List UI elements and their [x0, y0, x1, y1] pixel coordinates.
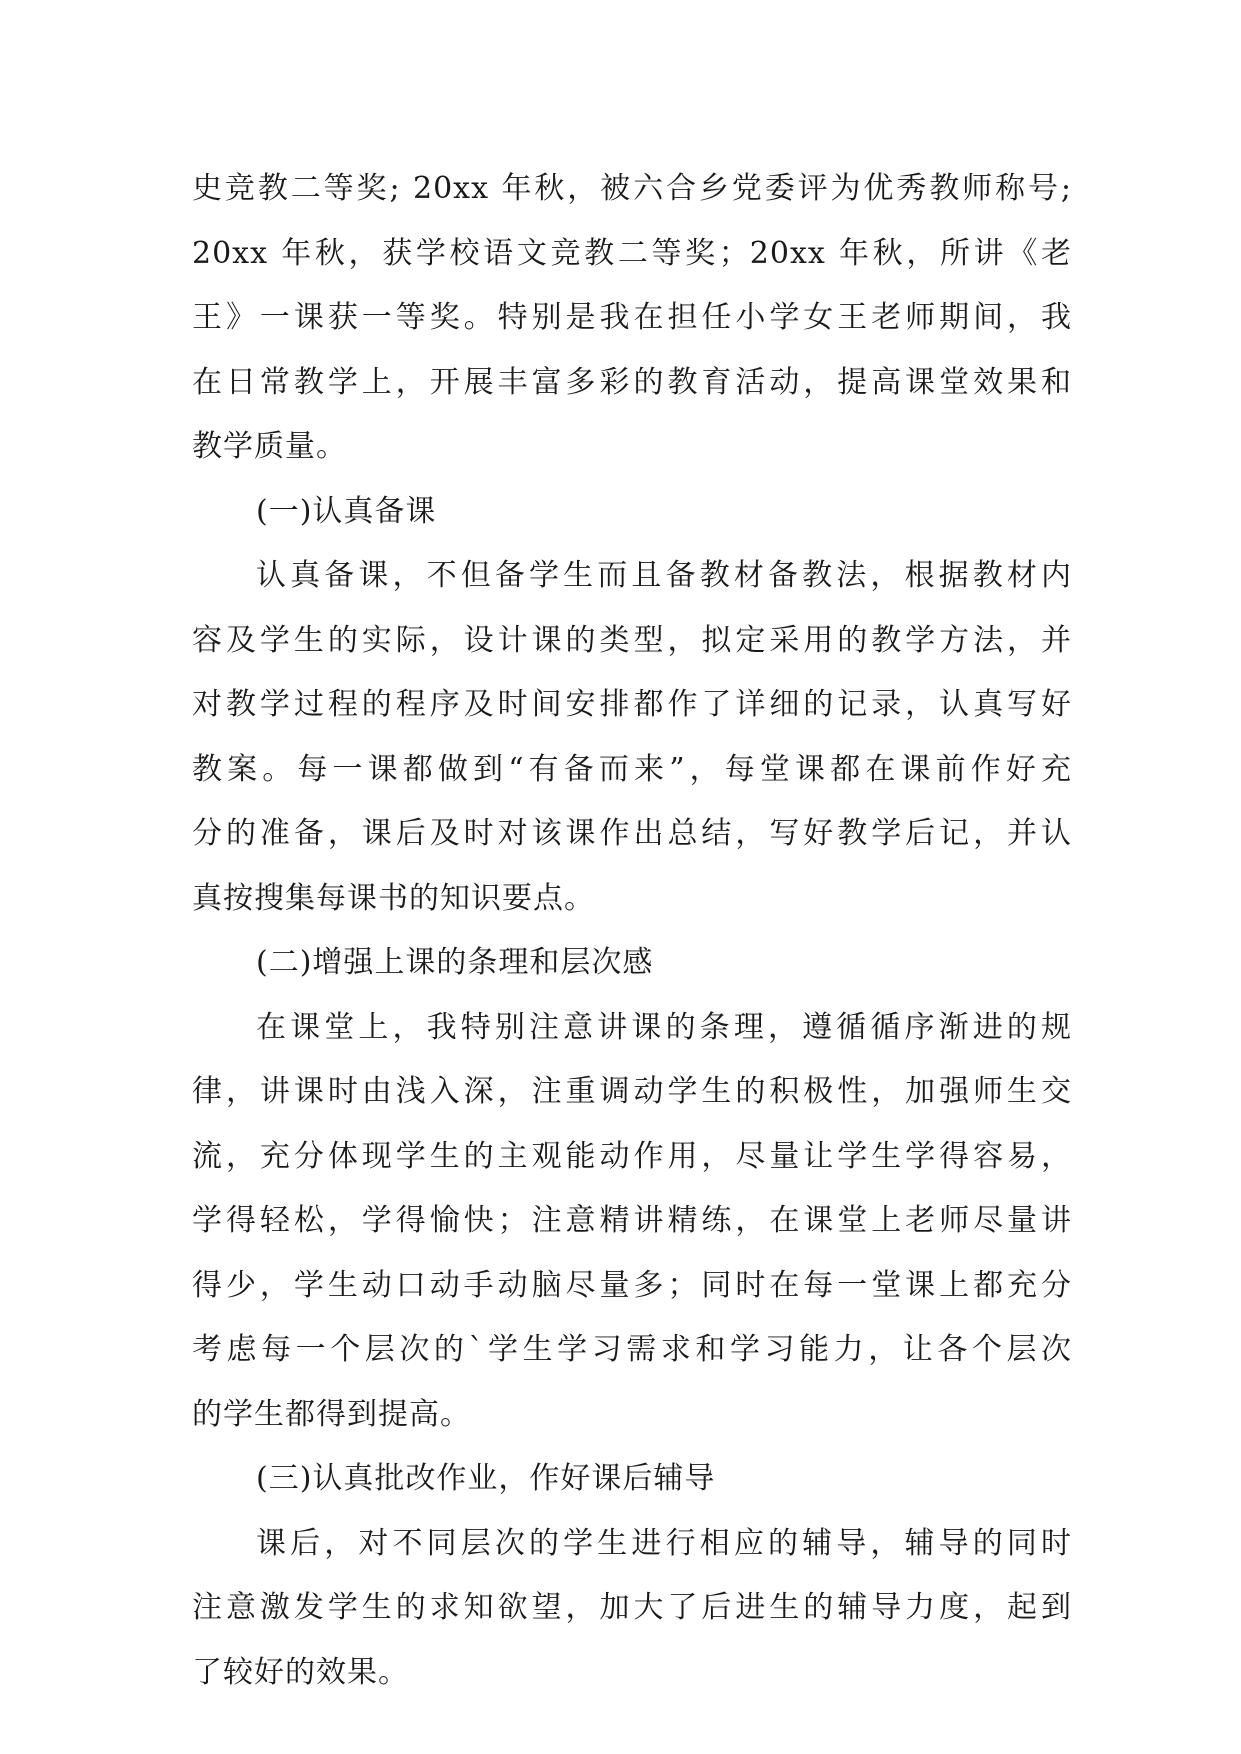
text-line: 注意激发学生的求知欲望，加大了后进生的辅导力度，起到: [192, 1590, 1072, 1625]
text-line: 对教学过程的程序及时间安排都作了详细的记录，认真写好: [192, 687, 1072, 722]
document-body: [192, 157, 1072, 1705]
text-line: 容及学生的实际，设计课的类型，拟定采用的教学方法，并: [192, 622, 1072, 658]
text-line: 律，讲课时由浅入深，注重调动学生的积极性，加强师生交: [192, 1074, 1072, 1109]
text-line: 课后，对不同层次的学生进行相应的辅导，辅导的同时: [256, 1525, 1072, 1561]
text-line: 真按搜集每课书的知识要点。: [192, 880, 595, 916]
text-line: 考虑每一个层次的`学生学习需求和学习能力，让各个层次: [192, 1332, 1072, 1367]
text-line: 教学质量。: [192, 429, 347, 464]
text-line: (二)增强上课的条理和层次感: [256, 945, 654, 980]
text-line: 王》一课获一等奖。特别是我在担任小学女王老师期间，我: [192, 300, 1072, 335]
text-line: 20xx 年秋，获学校语文竞教二等奖；20xx 年秋，所讲《老: [192, 235, 1072, 271]
text-line: 教案。每一课都做到“有备而来”，每堂课都在课前作好充: [192, 751, 1072, 787]
text-line: 在课堂上，我特别注意讲课的条理，遵循循序渐进的规: [256, 1009, 1072, 1045]
text-line: 认真备课，不但备学生而且备教材备教法，根据教材内: [256, 558, 1072, 593]
text-line: 学得轻松，学得愉快；注意精讲精练，在课堂上老师尽量讲: [192, 1203, 1072, 1238]
text-line: 在日常教学上，开展丰富多彩的教育活动，提高课堂效果和: [192, 364, 1072, 400]
text-line: 流，充分体现学生的主观能动作用，尽量让学生学得容易，: [192, 1138, 1072, 1174]
text-line: 分的准备，课后及时对该课作出总结，写好教学后记，并认: [192, 816, 1072, 851]
text-line: 的学生都得到提高。: [192, 1396, 471, 1432]
text-line: (一)认真备课: [256, 493, 437, 529]
text-line: 史竞教二等奖; 20xx 年秋，被六合乡党委评为优秀教师称号;: [192, 171, 1072, 206]
text-line: (三)认真批改作业，作好课后辅导: [256, 1461, 716, 1496]
text-line: 了较好的效果。: [192, 1654, 409, 1690]
text-line: 得少，学生动口动手动脑尽量多；同时在每一堂课上都充分: [192, 1267, 1072, 1303]
